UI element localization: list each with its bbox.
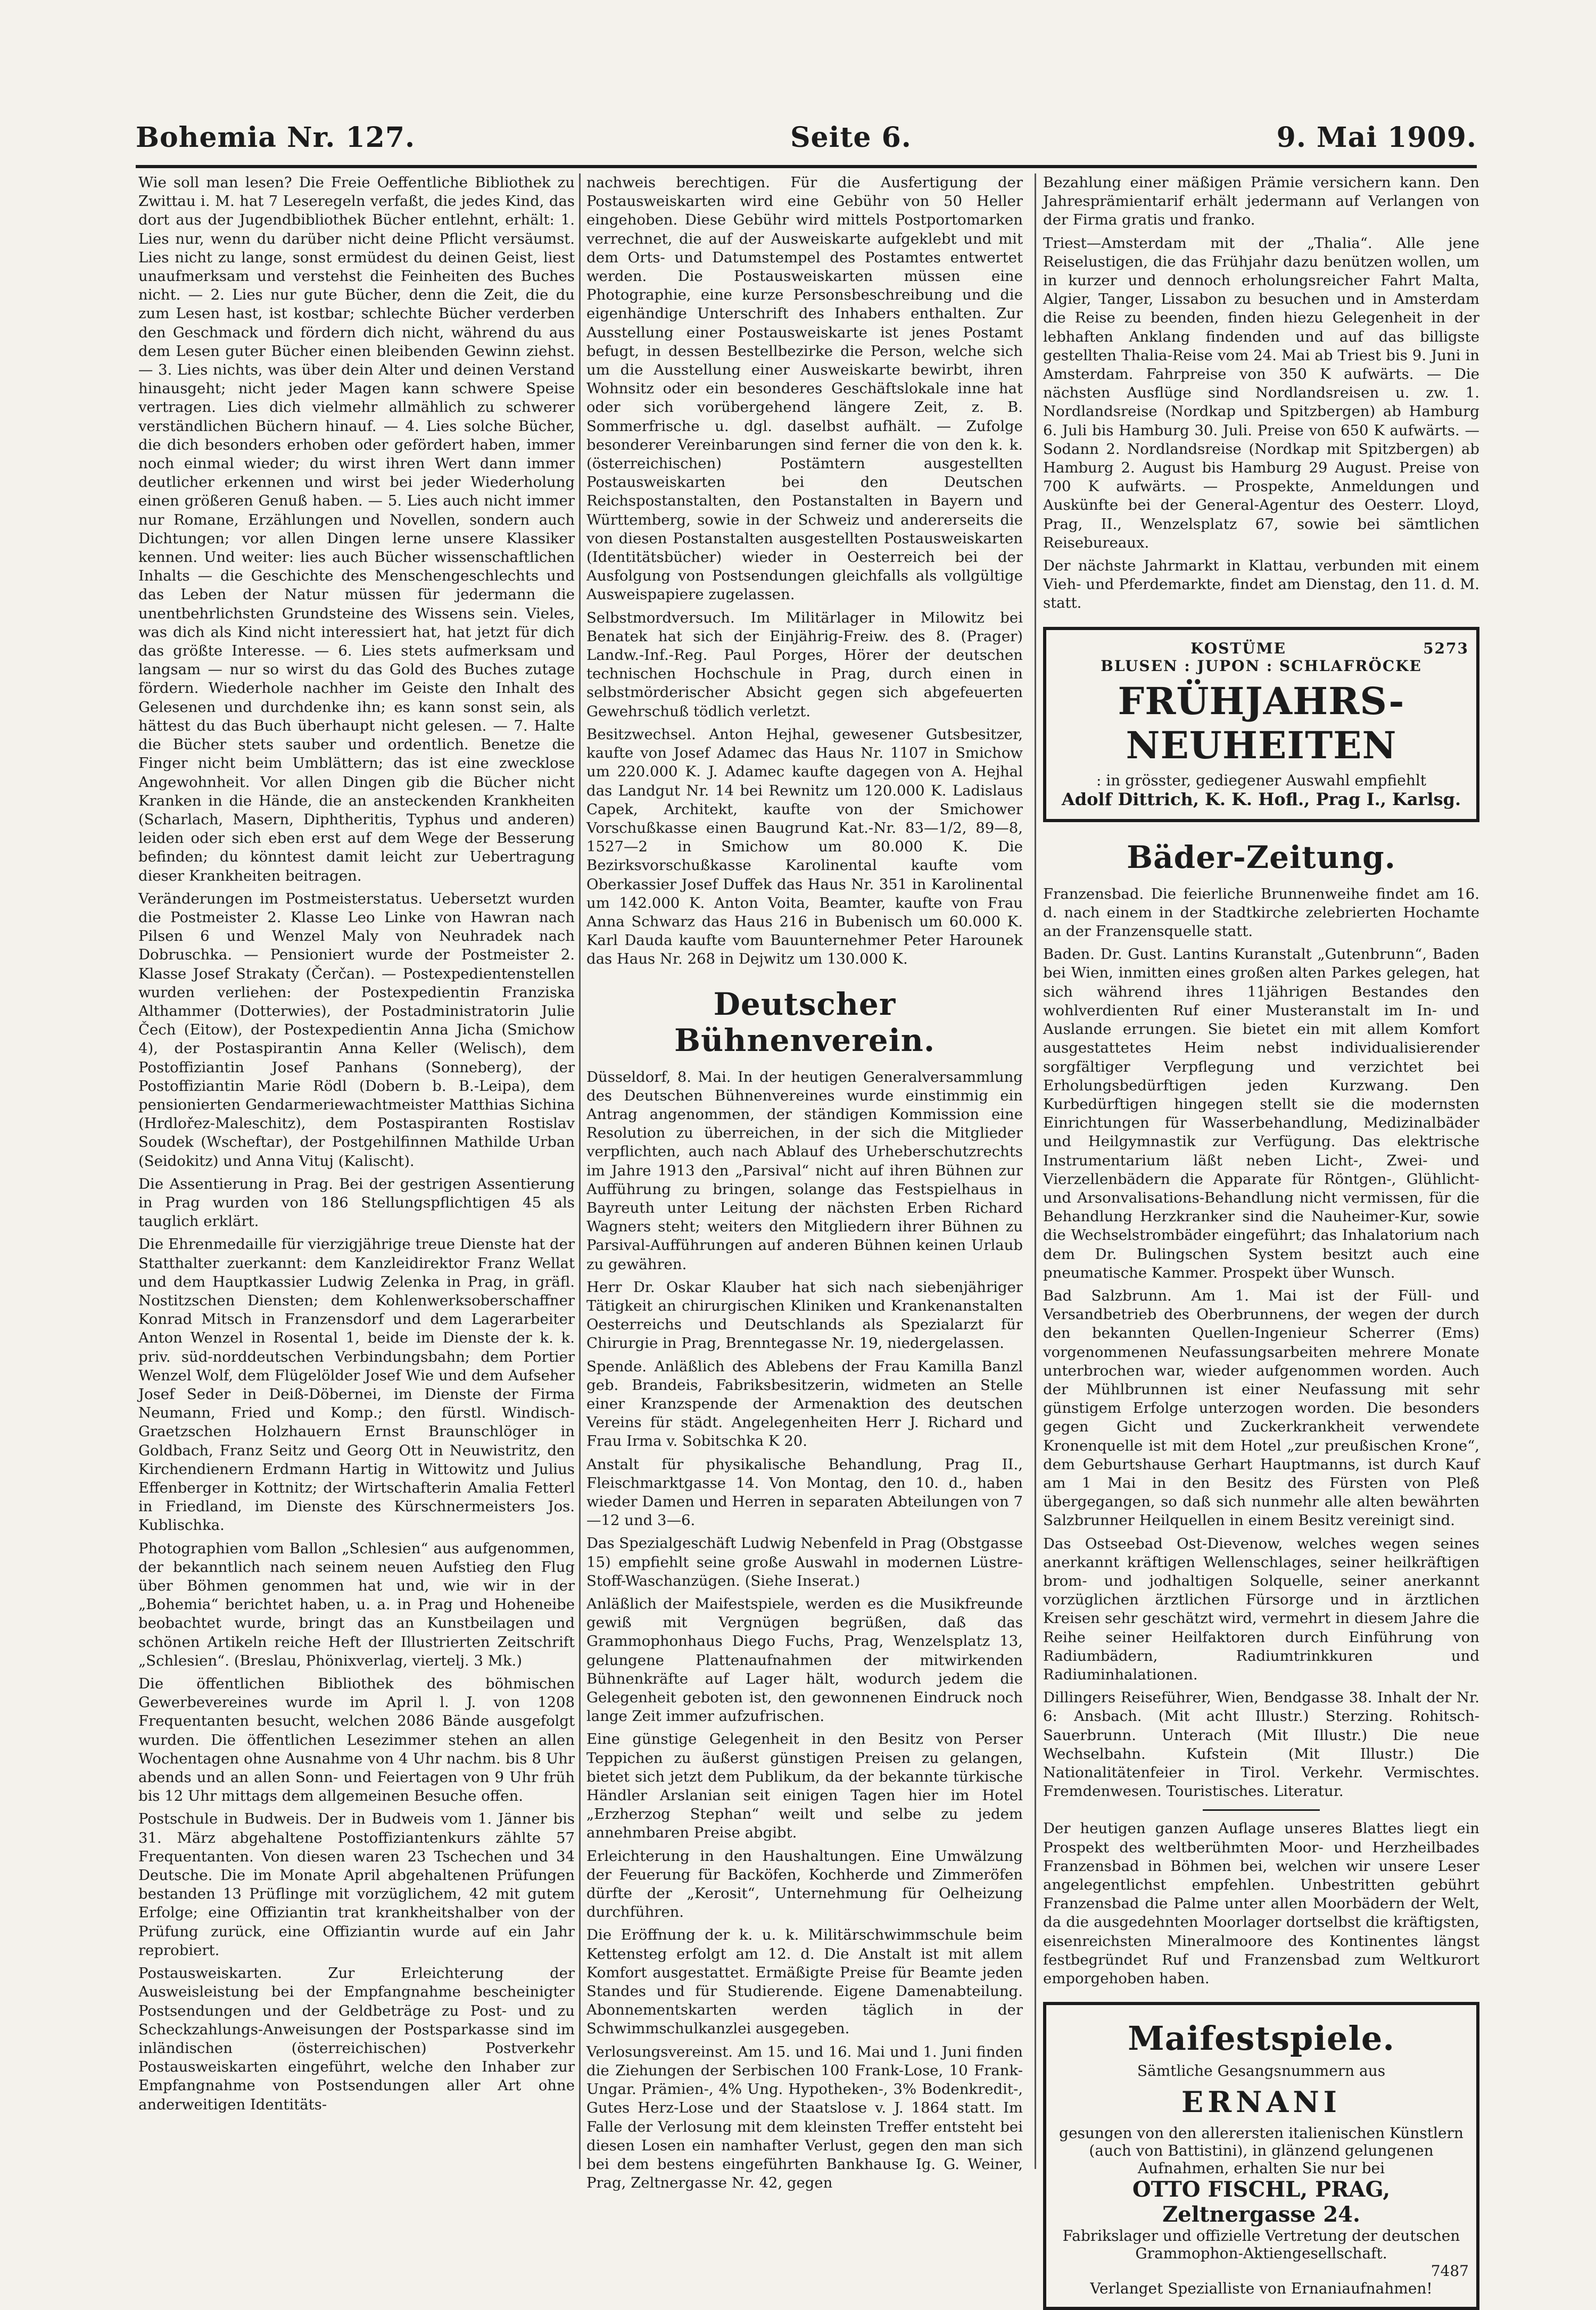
ad-kostueme-headline: FRÜHJAHRS-NEUHEITEN — [1118, 678, 1405, 767]
ad-kostueme-address: Adolf Dittrich, K. K. Hofl., Prag I., Karlsg. — [1061, 789, 1461, 809]
article-spende: Spende. Anläßlich des Ablebens der Frau Kamilla Banzl geb. Brandeis, Fabriksbesitzerin, widmeten an Stelle einer Kranzspende der Armenaktion des deutschen Vereins für städt. Angelegenheiten Herr J. Richard und Frau Irma v. Sobitschka K 20. — [586, 1357, 1023, 1450]
ad-kostueme-items: BLUSEN : JUPON : SCHLAFRÖCKE — [1101, 657, 1422, 675]
article-maifestspiele: Anläßlich der Maifestspiele, werden es die Musikfreunde gewiß mit Vergnügen begrüßen, daß das Grammophonhaus Diego Fuchs, Prag, Wenzelsplatz 13, gelungene Plattenaufnahmen der mitwirkenden Bühnenkräfte auf Lager hält, wodurch jedem die Gelegenheit geboten ist, den gewonnenen Eindruck noch lange Zeit immer aufzufrischen. — [586, 1595, 1023, 1725]
column-divider — [579, 173, 581, 2169]
ad-number: 7487 — [1430, 2262, 1469, 2280]
header-date: 9. Mai 1909. — [1276, 121, 1477, 154]
ad-kostueme-line: KOSTÜME — [1190, 639, 1286, 657]
ad-maifestspiele-title: Maifestspiele. — [1128, 2019, 1395, 2058]
article-leseregeln: Wie soll man lesen? Die Freie Oeffentliche Bibliothek zu Zwittau i. M. hat 7 Leseregeln verfaßt, die jedes Kind, das dort aus der Jugendbibliothek Bücher entlehnt, erhält: 1. Lies nur, wenn du darüber nicht deine Pflicht versäumst. Lies nicht zu lange, sonst ermüdest du deinen Geist, liest unaufmerksam und verstehst die Feinheiten des Buches nicht. — 2. Lies nur gute Bücher, denn die Zeit, die du zum Lesen hast, ist kostbar; schlechte Bücher verderben den Geschmack und fördern dich nicht, während du aus dem Lesen guter Bücher einen bleibenden Gewinn ziehst. — 3. Lies nichts, was über dein Alter und deinen Verstand hinausgeht; nicht jeder Magen kann schwere Speise vertragen. Lies dich vielmehr allmählich zu schwerer verständlichen Büchern hinauf. — 4. Lies solche Bücher, die dich besonders erhoben oder gefördert haben, immer noch einmal wieder; du wirst ihren Wert dann immer deutlicher erkennen und wirst bei jeder Wiederholung einen größeren Genuß haben. — 5. Lies auch nicht immer nur Romane, Erzählungen und Novellen, sondern auch Dichtungen; vor allen Dingen lerne unsere Klassiker kennen. Und weiter: lies auch Bücher wissenschaftlichen Inhalts — die Geschichte des Menschengeschlechts und das Leben der Natur müssen für jedermann die unentbehrlichsten Grundsteine des Wissens sein. Vieles, was dich als Kind nicht interessiert hat, hat jetzt für dich das größte Interesse. — 6. Lies stets aufmerksam und langsam — nur so wirst du das Gold des Buches zutage fördern. Wiederhole nachher im Geiste den Inhalt des Gelesenen und durchdenke ihn; es kann sonst sein, als hättest du das Buch überhaupt nicht gelesen. — 7. Halte die Bücher stets sauber und ordentlich. Benetze die Finger nicht beim Umblättern; das ist eine zwecklose Angewohnheit. Vor allen Dingen gib die Bücher nicht Kranken in die Hände, die an ansteckenden Krankheiten (Scharlach, Masern, Diphtheritis, Typhus und anderen) leiden oder sich eben erst auf dem Wege der Besserung befinden; du könntest damit leicht zur Uebertragung dieser Krankheiten beitragen. — [138, 174, 575, 884]
article-verlosung: Verlosungsvereinst. Am 15. und 16. Mai und 1. Juni finden die Ziehungen der Serbischen 100 Frank-Lose, 10 Frank-Ungar. Prämien-, 4% Ung. Hypotheken-, 3% Bodenkredit-, Gutes Herz-Lose und der Staatslose v. J. 1864 statt. Im Falle der Verlosung mit dem kleinsten Treffer entsteht bei diesen Losen ein namhafter Verlust, gegen den man sich bei dem bestens eingeführten Bankhause Ig. G. Weiner, Prag, Zeltnergasse Nr. 42, gegen — [586, 2043, 1023, 2192]
article-assentierung: Die Assentierung in Prag. Bei der gestrigen Assentierung in Prag wurden von 186 Stellungspflichtigen 45 als tauglich erklärt. — [138, 1175, 575, 1230]
column-divider — [1035, 173, 1036, 2169]
column-1 — [138, 173, 575, 2174]
article-reisefuehrer: Dillingers Reiseführer, Wien, Bendgasse 38. Inhalt der Nr. 6: Ansbach. (Mit acht Illustr.) Sterzing. Rohitsch-Sauerbrunn. Unterach (Mit Illustr.) Die neue Wechselbahn. Kufstein (Mit Illustr.) Die Nationalitätenfeier in Tirol. Verkehr. Vermischtes. Fremdenwesen. Touristisches. Literatur. — [1043, 1689, 1479, 1800]
article-spezialgeschaeft: Das Spezialgeschäft Ludwig Nebenfeld in Prag (Obstgasse 15) empfiehlt seine große Auswahl in modernen Lüstre-Stoff-Waschanzügen. (Siehe Inserat.) — [586, 1535, 1023, 1589]
article-thalia: Triest—Amsterdam mit der „Thalia“. Alle jene Reiselustigen, die das Frühjahr dazu benützen wollen, um in kurzer und dennoch erholungsreicher Fahrt Malta, Algier, Tanger, Lissabon zu besuchen und in Amsterdam die Reise zu beenden, finden hiezu Gelegenheit in der lebhaften Anklang findenden und auf das billigste gestellten Thalia-Reise vom 24. Mai ab Triest bis 9. Juni in Amsterdam. Fahrpreise von 350 K aufwärts. — Die nächsten Ausflüge sind Nordlandsreisen u. zw. 1. Nordlandsreise (Nordkap und Spitzbergen) ab Hamburg 6. Juli bis Hamburg 30. Juli. Preise von 650 K aufwärts. — Sodann 2. Nordlandsreise (Nordkap mit Spitzbergen) ab Hamburg 2. August bis Hamburg 29 August. Preise von 700 K aufwärts. — Prospekte, Anmeldungen und Auskünfte bei der General-Agentur des Oesterr. Lloyd, Prag, II., Wenzelsplatz 67, sowie bei sämtlichen Reisebureaux. — [1043, 234, 1479, 551]
article-praemie: Bezahlung einer mäßigen Prämie versichern kann. Den Jahresprämientarif erhält jedermann auf Verlangen von der Firma gratis und franko. — [1043, 174, 1479, 229]
article-salzbrunn: Bad Salzbrunn. Am 1. Mai ist der Füll- und Versandbetrieb des Oberbrunnens, der wegen der durch den bekannten Quellen-Ingenieur Scherrer (Ems) vorgenommenen Neufassungsarbeiten mehrere Monate unterbrochen war, wieder aufgenommen worden. Auch der Mühlbrunnen ist einer Neufassung mit sehr günstigem Erfolge unterzogen worden. Die besonders gegen Gicht und Zuckerkrankheit verwendete Kronenquelle ist mit dem Hotel „zur preußischen Krone“, dem Geburtshause Gerhart Hauptmanns, ist durch Kauf am 1 Mai in den Besitz des Fürsten von Pleß übergegangen, so daß sich nunmehr alle alten bewährten Salzbrunner Heilquellen in einem Besitz vereinigt sind. — [1043, 1287, 1479, 1529]
ad-maifestspiele-text: gesungen von den allerersten italienischen Künstlern (auch von Battistini), in glänzend gelungenen Aufnahmen, erhalten Sie nur bei — [1059, 2124, 1463, 2177]
article-dievenow: Das Ostseebad Ost-Dievenow, welches wegen seines anerkannt kräftigen Wellenschlages, seiner heilkräftigen brom- und jodhaltigen Solquelle, seiner anerkannt vorzüglichen ärztlichen Fürsorge und in ärztlichen Kreisen sehr geschätzt wird, vermehrt in diesem Jahre die Reihe seiner Heilfaktoren durch Einführung von Radiumbädern, Radiumtrinkkuren und Radiuminhalationen. — [1043, 1535, 1479, 1683]
header-issue: Bohemia Nr. 127. — [136, 121, 416, 154]
ad-maifestspiele-intro: Sämtliche Gesangsnummern aus — [1137, 2062, 1386, 2080]
article-ballon: Photographien vom Ballon „Schlesien“ aus aufgenommen, der bekanntlich nach seinem neuen Aufstieg den Flug über Böhmen genommen hat und, wie wir in der „Bohemia“ berichtet haben, u. a. in Prag und Hoheneibe beobachtet wurde, bringt das an Kunstbeilagen und schönen Artikeln reiche Heft der Illustrierten Zeitschrift „Schlesien“. (Breslau, Phönixverlag, viertelj. 3 Mk.) — [138, 1539, 575, 1669]
article-selbstmordversuch: Selbstmordversuch. Im Militärlager in Milowitz bei Benatek hat sich der Einjährig-Freiw. des 8. (Prager) Landw.-Inf.-Reg. Paul Porges, Hörer der deutschen technischen Hochschule in Prag, durch einen in selbstmörderischer Absicht gegen sich abgefeuerten Gewehrschuß tödlich verletzt. — [586, 609, 1023, 720]
ad-kostueme-text: : in grösster, gediegener Auswahl empfiehlt — [1096, 771, 1427, 789]
article-schwimmschule: Die Eröffnung der k. u. k. Militärschwimmschule beim Kettensteg erfolgt am 12. d. Die Anstalt ist mit allem Komfort ausgestattet. Ermäßigte Preise für Beamte jeden Standes und für Studierende. Eigene Damenabteilung. Abonnementskarten werden täglich in der Schwimmschulkanzlei ausgegeben. — [586, 1926, 1023, 2038]
article-duesseldorf: Düsseldorf, 8. Mai. In der heutigen Generalversammlung des Deutschen Bühnenvereines wurde einstimmig ein Antrag angenommen, der ständigen Kommission eine Resolution zu überreichen, in der sich die Mitglieder verpflichten, auch nach Ablauf des Urheberschutzrechts im Jahre 1913 den „Parsival“ nicht auf ihren Bühnen zur Aufführung zu bringen, solange das Festspielhaus in Bayreuth unter Leitung der nächsten Erben Richard Wagners steht; weiters den Mitgliedern ihrer Bühnen zu Parsival-Aufführungen auf anderen Bühnen keinen Urlaub zu gewähren. — [586, 1068, 1023, 1273]
ad-maifestspiele-fabrik: Fabrikslager und offizielle Vertretung der deutschen Grammophon-Aktiengesellschaft. — [1062, 2227, 1460, 2263]
article-haushaltungen: Erleichterung in den Haushaltungen. Eine Umwälzung der Feuerung für Backöfen, Kochherde und Zimmeröfen dürfte der „Kerosit“, Unternehmung für Oelheizung durchführen. — [586, 1847, 1023, 1921]
ad-maifestspiele-footer: Verlanget Spezialliste von Ernaniaufnahmen! — [1090, 2280, 1433, 2298]
article-gelegenheit: Eine günstige Gelegenheit in den Besitz von Perser Teppichen zu äußerst günstigen Preisen zu gelangen, bietet sich jetzt dem Publikum, da der bekannte türkische Händler Arslanian seit einigen Tagen hier im Hotel „Erzherzog Stephan“ weilt und selbe zu jedem annehmbaren Preise abgibt. — [586, 1731, 1023, 1842]
ad-ernani: ERNANI — [1181, 2085, 1341, 2119]
article-beilage: Der heutigen ganzen Auflage unseres Blattes liegt ein Prospekt des weltberühmten Moor- und Herzheilbades Franzensbad in Böhmen bei, welchen wir unsere Leser angelegentlichst empfehlen. Unbestritten gebührt Franzensbad die Palme unter allen Moorbädern der Welt, da die ausgedehnten Moorlager dortselbst die kräftigsten, eisenreichsten Mineralmoore des Kontinentes längst festbegründet Ruf und Franzensbad zum Weltkurort emporgehoben haben. — [1043, 1820, 1479, 1988]
column-3 — [1043, 173, 1479, 2298]
article-anstalt: Anstalt für physikalische Behandlung, Prag II., Fleischmarktgasse 14. Von Montag, den 10. d., haben wieder Damen und Herren in separaten Abteilungen von 7—12 und 3—6. — [586, 1455, 1023, 1529]
article-jahrmarkt: Der nächste Jahrmarkt in Klattau, verbunden mit einem Vieh- und Pferdemarkte, findet am Dienstag, den 11. d. M. statt. — [1043, 557, 1479, 612]
article-postschule: Postschule in Budweis. Der in Budweis vom 1. Jänner bis 31. März abgehaltene Postoffiziantenkurs zählte 57 Frequentanten. Von diesen waren 23 Tschechen und 34 Deutsche. Die im Monate April abgehaltenen Prüfungen bestanden 13 Prüflinge mit vorzüglichem, 42 mit gutem Erfolge; eine Offiziantin trat krankheitshalber von der Prüfung zurück, eine Offiziantin wurde auf ein Jahr reprobiert. — [138, 1810, 575, 1959]
article-franzensbad: Franzensbad. Die feierliche Brunnenweihe findet am 16. d. nach einem in der Stadtkirche zelebrierten Hochamte an der Franzensquelle statt. — [1043, 885, 1479, 940]
article-postmeister: Veränderungen im Postmeisterstatus. Uebersetzt wurden die Postmeister 2. Klasse Leo Linke von Hawran nach Pilsen 6 und Wenzel Maly von Neuhradek nach Dobruschka. — Pensioniert wurde der Postmeister 2. Klasse Josef Strakaty (Čerčan). — Postexpedientenstellen wurden verliehen: der Postexpedientin Franziska Althammer (Dotterwies), der Postadministratorin Julie Čech (Eitow), der Postexpedientin Anna Jicha (Smichow 4), der Postaspirantin Anna Keller (Welisch), dem Postoffiziantin Josef Panhans (Sonneberg), der Postoffiziantin Marie Rödl (Dobern b. B.-Leipa), dem pensionierten Gendarmeriewachtmeister Matthias Sichina (Hrdlořez-Maleschitz), dem Postaspiranten Rostislav Soudek (Wscheftar), der Postgehilfinnen Mathilde Urban (Seidokitz) und Anna Vituj (Kalischt). — [138, 890, 575, 1170]
article-baden: Baden. Dr. Gust. Lantins Kuranstalt „Gutenbrunn“, Baden bei Wien, inmitten eines großen alten Parkes gelegen, hat sich während ihres 11jährigen Bestandes den wohlverdienten Ruf einer Musteranstalt im In- und Auslande errungen. Sie bietet ein mit allem Komfort ausgestattetes Heim nebst individualisierender sorgfältiger Verpflegung und verzichtet bei Erholungsbedürftigen jeden Kurzwang. Den Kurbedürftigen hingegen stellt sie die modernsten Einrichtungen für Wasserbehandlung, Medizinalbäder und Heilgymnastik zur Verfügung. Das elektrische Instrumentarium läßt neben Licht-, Zwei- und Vierzellenbädern die Apparate für Röntgen-, Glühlicht- und Arsonvalisations-Behandlung nicht vermissen, für die Behandlung Herzkranker sind die Nauheimer-Kur, sowie die Wechselstrombäder eingeführt; das Inhalatorium nach dem Dr. Bulingschen System besitzt auch eine pneumatische Kammer. Prospekt über Wunsch. — [1043, 946, 1479, 1281]
ad-maifestspiele-address: OTTO FISCHL, PRAG, Zeltnergasse 24. — [1132, 2177, 1391, 2228]
column-2 — [586, 173, 1023, 2192]
section-title-buehnenverein: Deutscher Bühnenverein. — [674, 986, 936, 1058]
page-header — [136, 121, 1477, 159]
advertisement-kostueme — [1043, 627, 1479, 822]
ad-number: 5273 — [1423, 639, 1469, 657]
header-rule — [136, 165, 1477, 168]
article-ehrenmedaille: Die Ehrenmedaille für vierzigjährige treue Dienste hat der Statthalter zuerkannt: dem Kanzleidirektor Franz Wellat und dem Hauptkassier Ludwig Zelenka in Prag, in gräfl. Nostitzschen Diensten; dem Kohlenwerksoberschaffner Konrad Mitsch in Franzensdorf und dem Lagerarbeiter Anton Wenzel in Rosental 1, beide im Dienste der k. k. priv. süd-norddeutschen Verbindungsbahn; dem Portier Wenzel Wolf, dem Flügelölder Josef Wie und dem Aufseher Josef Seder in Deiß-Döbernei, im Dienste der Firma Neumann, Fried und Komp.; den fürstl. Windisch-Graetzschen Holzhauern Ernst Braunschlöger in Goldbach, Franz Seitz und Georg Ott in Neuwistritz, den Kirchendienern Erdmann Hartig in Wittowitz und Julius Effenberger in Kottnitz; der Wirtschafterin Amalia Fetterl in Friedland, im Dienste des Kürschnermeisters Jos. Kublischka. — [138, 1236, 575, 1534]
separator — [1203, 1809, 1320, 1811]
article-postausweiskarten-cont: nachweis berechtigen. Für die Ausfertigung der Postausweiskarten wird eine Gebühr von 50 Heller eingehoben. Diese Gebühr wird mittels Postportomarken verrechnet, die auf der Ausweiskarte aufgeklebt und mit dem Orts- und Datumstempel des Postamtes entwertet werden. Die Postausweiskarten müssen eine Photographie, eine kurze Personsbeschreibung und die eigenhändige Unterschrift des Inhabers enthalten. Zur Ausstellung einer Postausweiskarte ist jenes Postamt befugt, in dessen Bestellbezirke die Person, welche sich um die Ausstellung einer Ausweiskarte bewirbt, ihren Wohnsitz oder ein besonderes Geschäftslokale inne hat oder sich vorübergehend längere Zeit, z. B. Sommerfrische u. dgl. daselbst aufhält. — Zufolge besonderer Vereinbarungen sind ferner die von den k. k. (österreichischen) Postämtern ausgestellten Postausweiskarten bei den Deutschen Reichspostanstalten, den Postanstalten in Bayern und Württemberg, sowie in der Schweiz und andererseits die von diesen Postanstalten ausgestellten Postausweiskarten (Identitätsbücher) wieder in Oesterreich bei der Ausfolgung von Postsendungen gleichfalls als vollgültige Ausweispapiere zugelassen. — [586, 174, 1023, 603]
section-title-baeder: Bäder-Zeitung. — [1127, 839, 1396, 875]
article-bibliothek: Die öffentlichen Bibliothek des böhmischen Gewerbevereines wurde im April l. J. von 1208 Frequentanten besucht, welchen 2086 Bände ausgefolgt wurden. Die öffentlichen Lesezimmer stehen an allen Wochentagen ohne Ausnahme von 4 Uhr nachm. bis 8 Uhr abends und an allen Sonn- und Feiertagen von 9 Uhr früh bis 12 Uhr mittags dem allgemeinen Besuche offen. — [138, 1675, 575, 1805]
advertisement-maifestspiele — [1043, 2002, 1479, 2310]
article-postausweiskarten: Postausweiskarten. Zur Erleichterung der Ausweisleistung bei der Empfangnahme bescheinigter Postsendungen und der Geldbeträge zu Post- und zu Scheckzahlungs-Anweisungen der Postsparkasse sind im inländischen (österreichischen) Postverkehr Postausweiskarten eingeführt, welche den Inhaber zur Empfangnahme von Postsendungen aller Art ohne anderweitigen Identitäts- — [138, 1965, 575, 2113]
header-page-number: Seite 6. — [790, 121, 912, 154]
article-klauber: Herr Dr. Oskar Klauber hat sich nach siebenjähriger Tätigkeit an chirurgischen Kliniken und Krankenanstalten Oesterreichs und Deutschlands als Spezialarzt für Chirurgie in Prag, Brenntegasse Nr. 19, niedergelassen. — [586, 1278, 1023, 1352]
article-besitzwechsel: Besitzwechsel. Anton Hejhal, gewesener Gutsbesitzer, kaufte von Josef Adamec das Haus Nr. 1107 in Smichow um 220.000 K. J. Adamec kaufte dagegen von A. Hejhal das Landgut Nr. 14 bei Rewnitz um 120.000 K. Ladislaus Capek, Architekt, kaufte von der Smichower Vorschußkasse einen Baugrund Kat.-Nr. 83—1/2, 89—8, 1527—2 in Smichow um 80.000 K. Die Bezirksvorschußkasse Karolinental kaufte vom Oberkassier Josef Duffek das Haus Nr. 351 in Karolinental um 142.000 K. Anton Voita, Beamter, kaufte von Frau Anna Schwarz das Haus 216 in Bubenisch um 60.000 K. Karl Dauda kaufte vom Bauunternehmer Peter Harounek das Haus Nr. 268 in Dejwitz um 130.000 K. — [586, 725, 1023, 968]
